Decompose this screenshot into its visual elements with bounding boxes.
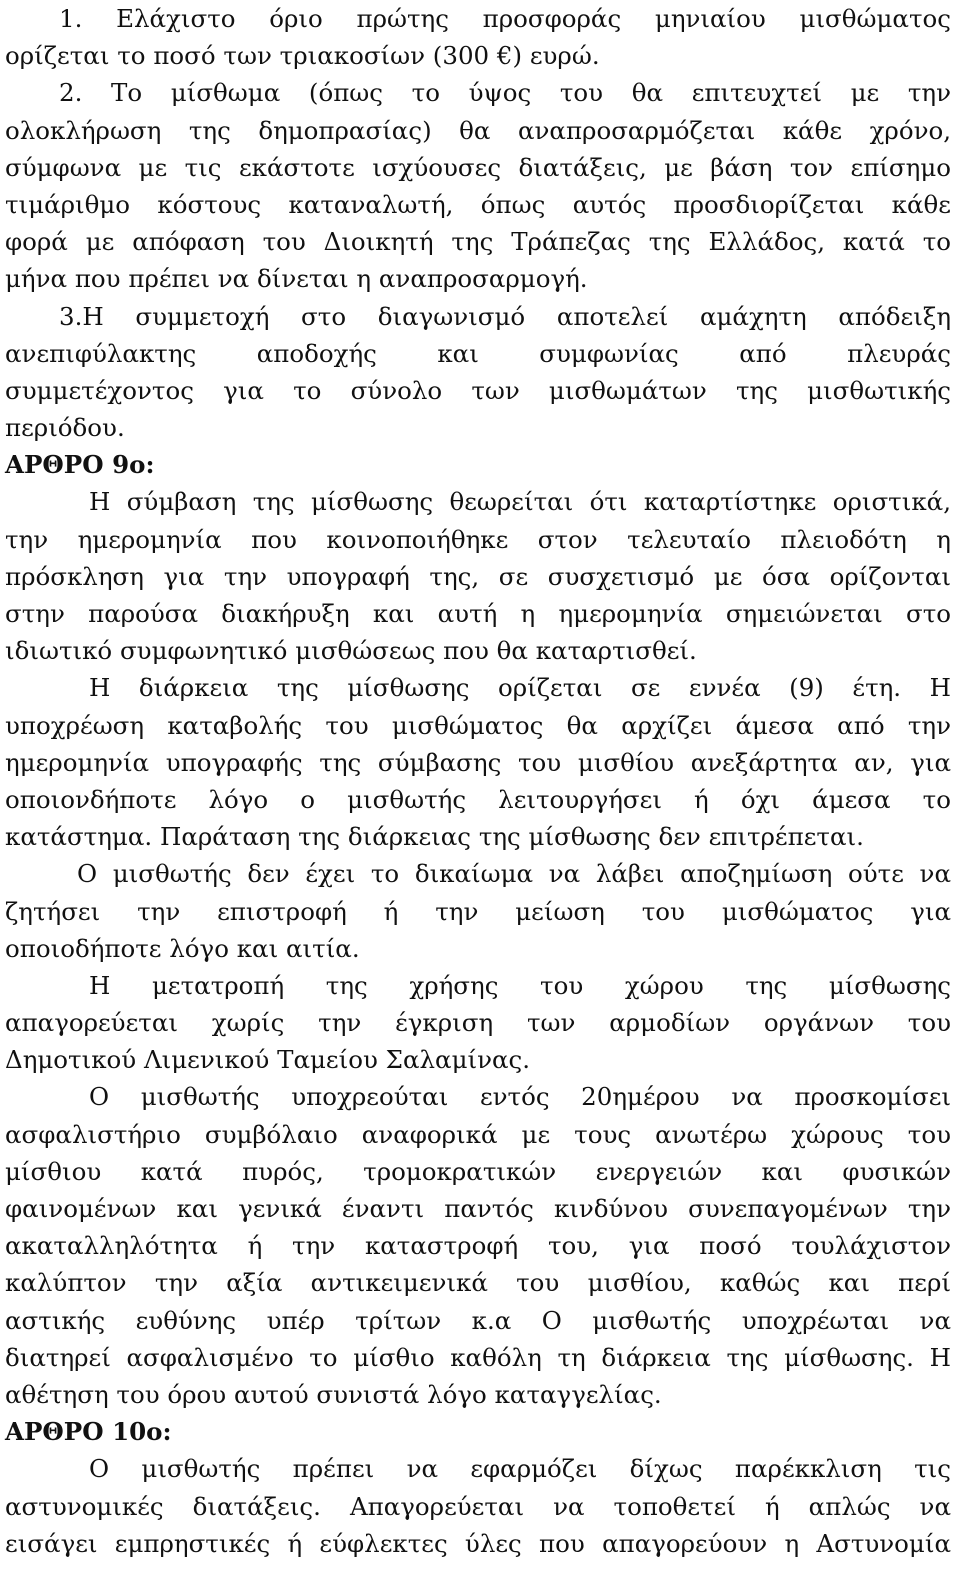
- text-line: περιόδου.: [5, 413, 125, 443]
- text-line: σύμφωνα με τις εκάστοτε ισχύουσες διατάξεις, με βάση τον επίσημο: [5, 152, 951, 182]
- text-line: Η διάρκεια της μίσθωσης ορίζεται σε εννέα (9) έτη. Η: [89, 673, 951, 703]
- text-line: ημερομηνία υπογραφής της σύμβασης του μισθίου ανεξάρτητα αν, για: [5, 747, 951, 777]
- text-line: φαινομένων και γενικά έναντι παντός κινδύνου συνεπαγομένων την: [5, 1194, 951, 1223]
- text-line: 3.Η συμμετοχή στο διαγωνισμό αποτελεί αμάχητη απόδειξη: [59, 301, 951, 331]
- text-line: μήνα που πρέπει να δίνεται η αναπροσαρμογή.: [5, 264, 588, 294]
- text-line: στην παρούσα διακήρυξη και αυτή η ημερομηνία σημειώνεται στο: [5, 599, 951, 628]
- text-line: Ο μισθωτής δεν έχει το δικαίωμα να λάβει αποζημίωση ούτε να: [77, 859, 951, 889]
- text-line: την ημερομηνία που κοινοποιήθηκε στον τελευταίο πλειοδότη η: [5, 524, 951, 554]
- article-9-paragraph-5: [5, 1078, 951, 1413]
- text-line: διατηρεί ασφαλισμένο το μίσθιο καθόλη τη διάρκεια της μίσθωσης. Η: [5, 1342, 951, 1372]
- article-9-paragraph-2: [5, 669, 951, 855]
- text-line: 2. Το μίσθωμα (όπως το ύψος του θα επιτευχτεί με την: [59, 78, 951, 108]
- text-line: εισάγει εμπρηστικές ή εύφλεκτες ύλες που απαγορεύουν η Αστυνομία: [5, 1528, 951, 1558]
- text-line: ανεπιφύλακτης αποδοχής και συμφωνίας από πλευράς: [5, 338, 951, 368]
- text-line: φορά με απόφαση του Διοικητή της Τράπεζας της Ελλάδος, κατά το: [5, 227, 951, 257]
- text-line: τιμάριθμο κόστους καταναλωτή, όπως αυτός προσδιορίζεται κάθε: [5, 189, 951, 219]
- text-line: απαγορεύεται χωρίς την έγκριση των αρμοδίων οργάνων του: [5, 1008, 951, 1038]
- text-line: ορίζεται το ποσό των τριακοσίων (300 €) ευρώ.: [5, 41, 600, 71]
- text-line: Ο μισθωτής πρέπει να εφαρμόζει δίχως παρέκκλιση τις: [89, 1454, 951, 1484]
- text-line: ακαταλληλότητα ή την καταστροφή του, για ποσό τουλάχιστον: [5, 1231, 951, 1261]
- list-item-1: [5, 0, 951, 74]
- text-line: κατάστημα. Παράταση της διάρκειας της μίσθωσης δεν επιτρέπεται.: [5, 822, 864, 852]
- article-10-paragraph-1: [5, 1450, 951, 1562]
- text-line: Η σύμβαση της μίσθωσης θεωρείται ότι καταρτίστηκε οριστικά,: [89, 487, 951, 517]
- article-9-heading: ΑΡΘΡΟ 9ο:: [5, 450, 155, 480]
- text-line: αστικής ευθύνης υπέρ τρίτων κ.α Ο μισθωτής υποχρέωται να: [5, 1305, 951, 1335]
- text-line: μίσθιου κατά πυρός, τρομοκρατικών ενεργειών και φυσικών: [5, 1156, 951, 1186]
- text-line: πρόσκληση για την υπογραφή της, σε συσχετισμό με όσα ορίζονται: [5, 561, 951, 591]
- text-line: Η μετατροπή της χρήσης του χώρου της μίσθωσης: [89, 970, 951, 1000]
- list-item-2: [5, 74, 951, 297]
- text-line: υποχρέωση καταβολής του μισθώματος θα αρχίζει άμεσα από την: [5, 710, 951, 740]
- text-line: αστυνομικές διατάξεις. Απαγορεύεται να τοποθετεί ή απλώς να: [5, 1491, 951, 1521]
- article-9-paragraph-3: [5, 855, 951, 967]
- text-line: συμμετέχοντος για το σύνολο των μισθωμάτων της μισθωτικής: [5, 375, 951, 405]
- text-line: ιδιωτικό συμφωνητικό μισθώσεως που θα καταρτισθεί.: [5, 636, 697, 666]
- text-line: αθέτηση του όρου αυτού συνιστά λόγο καταγγελίας.: [5, 1379, 662, 1409]
- list-item-3: [5, 298, 951, 447]
- text-line: καλύπτον την αξία αντικειμενικά του μισθίου, καθώς και περί: [5, 1268, 951, 1298]
- text-line: οποιονδήποτε λόγο ο μισθωτής λειτουργήσει ή όχι άμεσα το: [5, 784, 951, 814]
- text-line: 1. Ελάχιστο όριο πρώτης προσφοράς μηνιαίου μισθώματος: [59, 4, 951, 33]
- document-page: [5, 0, 951, 1562]
- text-line: ολοκλήρωση της δημοπρασίας) θα αναπροσαρμόζεται κάθε χρόνο,: [5, 115, 951, 145]
- text-line: ασφαλιστήριο συμβόλαιο αναφορικά με τους ανωτέρω χώρους του: [5, 1119, 951, 1149]
- text-line: Ο μισθωτής υποχρεούται εντός 20ημέρου να προσκομίσει: [89, 1082, 951, 1112]
- text-line: Δημοτικού Λιμενικού Ταμείου Σαλαμίνας.: [5, 1045, 531, 1075]
- text-line: ζητήσει την επιστροφή ή την μείωση του μισθώματος για: [5, 896, 951, 926]
- article-9-paragraph-4: [5, 967, 951, 1079]
- article-9-paragraph-1: [5, 483, 951, 669]
- text-line: οποιοδήποτε λόγο και αιτία.: [5, 933, 360, 963]
- article-10-heading: ΑΡΘΡΟ 10ο:: [5, 1417, 172, 1447]
